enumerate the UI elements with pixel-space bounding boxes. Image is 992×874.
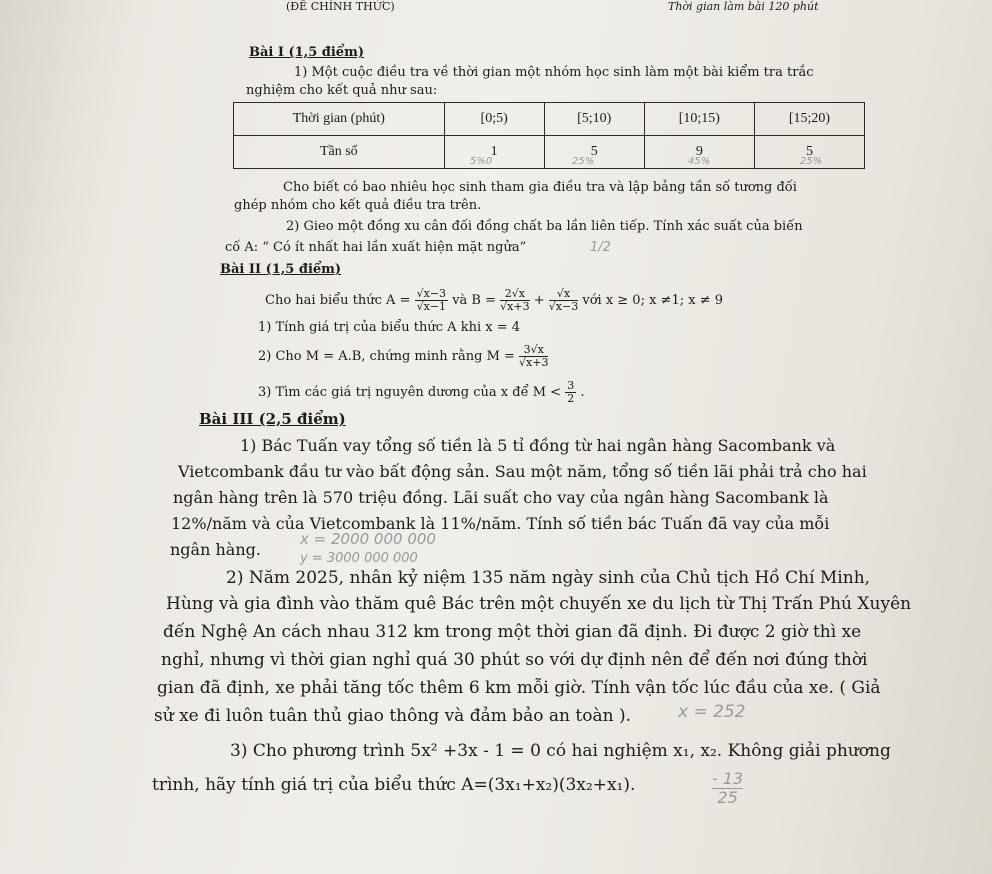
frac-num: 3√x — [519, 344, 548, 357]
bai3-line: 12%/năm và của Vietcombank là 11%/năm. Tính số tiền bác Tuấn đã vay của mỗi — [171, 514, 830, 533]
bai1-q2-line1: 2) Gieo một đồng xu cân đối đồng chất ba lần liên tiếp. Tính xác suất của biến — [286, 219, 803, 234]
frac-num: 2√x — [500, 288, 529, 301]
plus-sign: + — [533, 293, 545, 308]
frac-den: √x+3 — [500, 300, 530, 313]
bai1-q1-line2: nghiệm cho kết quả như sau: — [246, 83, 438, 98]
hand-answer-x: x = 2000 000 000 — [300, 530, 436, 548]
table-cell: [0;5) — [444, 103, 544, 136]
frac-den: 2 — [567, 392, 575, 405]
hand-note: 25% — [800, 156, 823, 167]
bai3-line: Vietcombank đầu tư vào bất động sản. Sau một năm, tổng số tiền lãi phải trả cho hai — [178, 462, 867, 481]
bai2-title: Bài II (1,5 điểm) — [220, 262, 342, 277]
bai3-line: 2) Năm 2025, nhân kỷ niệm 135 năm ngày sinh của Chủ tịch Hồ Chí Minh, — [226, 568, 871, 588]
table-cell: 1 — [444, 136, 544, 169]
bai3-line: đến Nghệ An cách nhau 312 km trong một thời gian đã định. Đi được 2 giờ thì xe — [163, 622, 862, 642]
bai1-after-table-line2: ghép nhóm cho kết quả điều tra trên. — [234, 198, 482, 213]
q2-text: 2) Cho M = A.B, chứng minh rằng M = — [258, 349, 515, 364]
frac-num: 3 — [567, 379, 575, 392]
frac-num: √x−3 — [416, 287, 447, 300]
bai3-title: Bài III (2,5 điểm) — [199, 410, 346, 428]
fraction-m — [519, 344, 548, 369]
hand-note: 5%0 — [470, 156, 493, 167]
table-header-row — [234, 103, 865, 136]
table-cell: 5 — [544, 136, 644, 169]
header-official: (ĐỀ CHÍNH THỨC) — [286, 0, 395, 13]
frac-den: √x−3 — [548, 300, 579, 313]
q3-end: . — [580, 385, 585, 400]
table-cell: 9 — [644, 136, 754, 169]
frequency-table — [233, 102, 865, 169]
bai1-q1-line1: 1) Một cuộc điều tra về thời gian một nhóm học sinh làm một bài kiểm tra trắc — [294, 65, 814, 80]
bai2-q3 — [258, 380, 584, 405]
hand-answer-fraction — [712, 770, 743, 807]
frac-den: √x+3 — [519, 356, 549, 369]
bai3-line: ngân hàng trên là 570 triệu đồng. Lãi suất cho vay của ngân hàng Sacombank là — [173, 488, 829, 507]
q3-text: 3) Tìm các giá trị nguyên dương của x để M < — [258, 385, 562, 400]
bai3-line: 3) Cho phương trình 5x² +3x - 1 = 0 có hai nghiệm x₁, x₂. Không giải phương — [230, 741, 891, 761]
hand-answer-velocity: x = 252 — [678, 702, 746, 722]
bai2-intro — [265, 288, 723, 313]
bai3-line: sử xe đi luôn tuân thủ giao thông và đảm bảo an toàn ). — [154, 706, 631, 726]
hand-answer-y: y = 3000 000 000 — [300, 551, 418, 566]
bai1-after-table-line1: Cho biết có bao nhiêu học sinh tham gia điều tra và lập bảng tần số tương đối — [283, 180, 797, 195]
hand-note: 25% — [572, 156, 595, 167]
fraction-a — [415, 288, 448, 313]
table-row — [234, 136, 865, 169]
hand-note: 45% — [688, 156, 711, 167]
hand-answer-half: 1/2 — [590, 240, 611, 255]
bai3-line: 1) Bác Tuấn vay tổng số tiền là 5 tỉ đồng từ hai ngân hàng Sacombank và — [240, 436, 836, 455]
fraction-b1 — [500, 288, 529, 313]
bai3-line: Hùng và gia đình vào thăm quê Bác trên một chuyến xe du lịch từ Thị Trấn Phú Xuyên — [166, 594, 912, 614]
and-b-text: và B = — [452, 293, 497, 308]
table-cell: [10;15) — [644, 103, 754, 136]
bai1-title: Bài I (1,5 điểm) — [249, 45, 364, 60]
condition-text: với x ≥ 0; x ≠1; x ≠ 9 — [582, 293, 723, 308]
table-cell: [5;10) — [544, 103, 644, 136]
table-cell: Tần số — [234, 136, 445, 169]
hand-frac-den: 25 — [717, 788, 738, 807]
intro-text-a: Cho hai biểu thức A = — [265, 293, 411, 308]
bai3-line: ngân hàng. — [170, 540, 261, 559]
table-cell: Thời gian (phút) — [234, 103, 445, 136]
fraction-three-halves — [565, 380, 576, 405]
bai2-q2 — [258, 344, 548, 369]
bai3-line: gian đã định, xe phải tăng tốc thêm 6 km mỗi giờ. Tính vận tốc lúc đầu của xe. ( Giả — [157, 678, 881, 698]
hand-frac-num: - 13 — [712, 769, 744, 788]
frac-den: √x−1 — [416, 300, 447, 313]
frac-num: √x — [549, 288, 578, 301]
bai2-q1: 1) Tính giá trị của biểu thức A khi x = 4 — [258, 320, 520, 335]
table-cell: 5 — [754, 136, 864, 169]
bai3-line: nghỉ, nhưng vì thời gian nghỉ quá 30 phút so với dự định nên để đến nơi đúng thời — [161, 650, 868, 670]
bai3-line: trình, hãy tính giá trị của biểu thức A=(3x₁+x₂)(3x₂+x₁). — [152, 775, 636, 795]
header-time: Thời gian làm bài 120 phút — [668, 0, 819, 13]
bai1-q2-line2: cố A: “ Có ít nhất hai lần xuất hiện mặt ngửa” — [225, 240, 527, 255]
table-cell: [15;20) — [754, 103, 864, 136]
fraction-b2 — [549, 288, 578, 313]
